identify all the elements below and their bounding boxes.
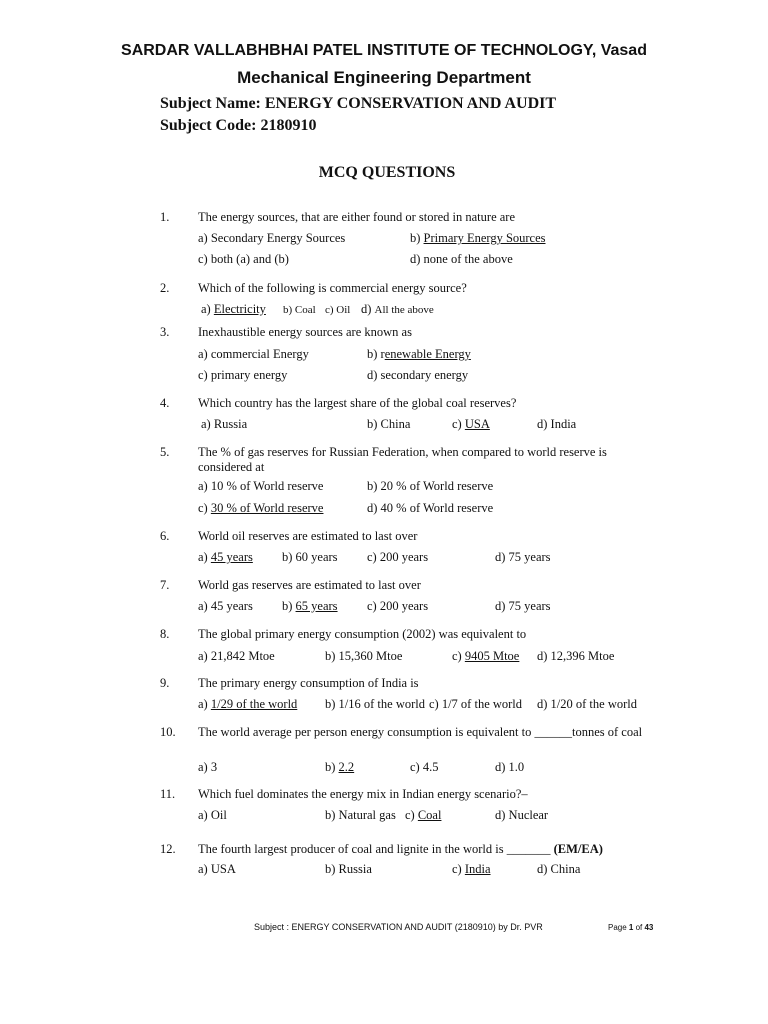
option-d: d) 12,396 Mtoe [537, 649, 615, 663]
option-c: c) 200 years [367, 550, 429, 564]
option-c: c) Coal [405, 808, 442, 822]
option-d: d) 75 years [495, 599, 551, 613]
question-number: 4. [160, 396, 170, 410]
subject-name: Subject Name: ENERGY CONSERVATION AND AUDIT [160, 95, 557, 112]
option-c: c) Oil [325, 304, 351, 316]
correct-answer: 2.2 [338, 760, 355, 774]
option-d: d) secondary energy [367, 368, 469, 382]
question-number: 7. [160, 578, 170, 592]
question-number: 2. [160, 281, 170, 295]
option-d: d) All the above [361, 302, 434, 316]
option-a: a) 21,842 Mtoe [198, 649, 275, 663]
option-d: d) 40 % of World reserve [367, 501, 494, 515]
section-title: MCQ QUESTIONS [318, 164, 456, 181]
correct-answer: 9405 Mtoe [464, 649, 520, 663]
question-number: 5. [160, 445, 170, 459]
option-b: b) 1/16 of the world [325, 697, 425, 711]
option-c: c) 200 years [367, 599, 429, 613]
option-a: a) Secondary Energy Sources [198, 231, 346, 245]
question-text: Inexhaustible energy sources are known as [198, 325, 412, 339]
option-a: a) Russia [201, 417, 248, 431]
option-d: d) 75 years [495, 550, 551, 564]
question-number: 11. [160, 787, 176, 801]
option-a: a) 10 % of World reserve [198, 479, 324, 493]
option-b: b) Coal [283, 304, 316, 316]
option-b: b) Primary Energy Sources [410, 231, 546, 245]
option-b: b) 15,360 Mtoe [325, 649, 403, 663]
option-b: b) Russia [325, 862, 372, 876]
question-text: The % of gas reserves for Russian Federation, when compared to world reserve is considered at [198, 445, 607, 474]
option-b: b) Natural gas [325, 808, 396, 822]
option-a: a) 45 years [198, 599, 253, 613]
question-text: World gas reserves are estimated to last over [198, 578, 421, 592]
question-text: The world average per person energy consumption is equivalent to ______tonnes of coal [198, 725, 643, 739]
option-d: d) Nuclear [495, 808, 549, 822]
option-b: b) 2.2 [325, 760, 355, 774]
option-c: c) India [452, 862, 491, 876]
question-text: The energy sources, that are either found or stored in nature are [198, 210, 515, 224]
option-a: a) 3 [198, 760, 218, 774]
question-text: World oil reserves are estimated to last over [198, 529, 418, 543]
correct-answer: Coal [417, 808, 442, 822]
correct-answer: 45 years [210, 550, 253, 564]
question-number: 3. [160, 325, 170, 339]
correct-answer: Electricity [213, 302, 266, 316]
question-number: 8. [160, 627, 170, 641]
option-c: c) 4.5 [410, 760, 439, 774]
correct-answer: 30 % of World reserve [210, 501, 324, 515]
question-text: The primary energy consumption of India is [198, 676, 419, 690]
option-d: d) 1.0 [495, 760, 525, 774]
question-text: Which of the following is commercial energy source? [198, 281, 467, 295]
correct-answer: Primary Energy Sources [423, 231, 546, 245]
question-number: 12. [160, 842, 176, 856]
correct-answer: India [464, 862, 491, 876]
option-d: d) 1/20 of the world [537, 697, 637, 711]
exam-tag: (EM/EA) [553, 842, 603, 856]
option-c: c) 30 % of World reserve [198, 501, 324, 515]
option-a: a) Electricity [201, 302, 266, 316]
option-b: b) 20 % of World reserve [367, 479, 494, 493]
option-c: c) 9405 Mtoe [452, 649, 520, 663]
question-number: 10. [160, 725, 176, 739]
option-b: b) 65 years [282, 599, 338, 613]
option-c: c) USA [452, 417, 490, 431]
department-name: Mechanical Engineering Department [237, 68, 531, 87]
question-number: 6. [160, 529, 170, 543]
correct-answer: USA [464, 417, 490, 431]
option-c: c) both (a) and (b) [198, 252, 289, 266]
subject-code: Subject Code: 2180910 [160, 117, 317, 134]
option-b: b) renewable Energy [367, 347, 471, 361]
option-a: a) 45 years [198, 550, 253, 564]
question-number: 1. [160, 210, 170, 224]
correct-answer: 1/29 of the world [210, 697, 298, 711]
option-d: d) China [537, 862, 581, 876]
question-text: Which fuel dominates the energy mix in Indian energy scenario?– [198, 787, 528, 801]
option-c: c) 1/7 of the world [429, 697, 523, 711]
question-text: Which country has the largest share of the global coal reserves? [198, 396, 517, 410]
institute-name: SARDAR VALLABHBHAI PATEL INSTITUTE OF TECHNOLOGY, Vasad [121, 42, 647, 59]
option-a: a) Oil [198, 808, 227, 822]
correct-answer: 65 years [295, 599, 338, 613]
option-a: a) commercial Energy [198, 347, 309, 361]
option-a: a) 1/29 of the world [198, 697, 298, 711]
footer-text: Subject : ENERGY CONSERVATION AND AUDIT (2180910) by Dr. PVR [254, 922, 543, 932]
question-text: The global primary energy consumption (2002) was equivalent to [198, 627, 527, 641]
question-number: 9. [160, 676, 170, 690]
option-b: b) China [367, 417, 411, 431]
option-a: a) USA [198, 862, 236, 876]
option-c: c) primary energy [198, 368, 288, 382]
option-d: d) none of the above [410, 252, 513, 266]
option-b: b) 60 years [282, 550, 338, 564]
correct-answer: enewable Energy [384, 347, 471, 361]
option-d: d) India [537, 417, 577, 431]
page-number: Page 1 of 43 [608, 923, 654, 932]
question-text: The fourth largest producer of coal and lignite in the world is _______ (EM/EA) [198, 842, 603, 856]
